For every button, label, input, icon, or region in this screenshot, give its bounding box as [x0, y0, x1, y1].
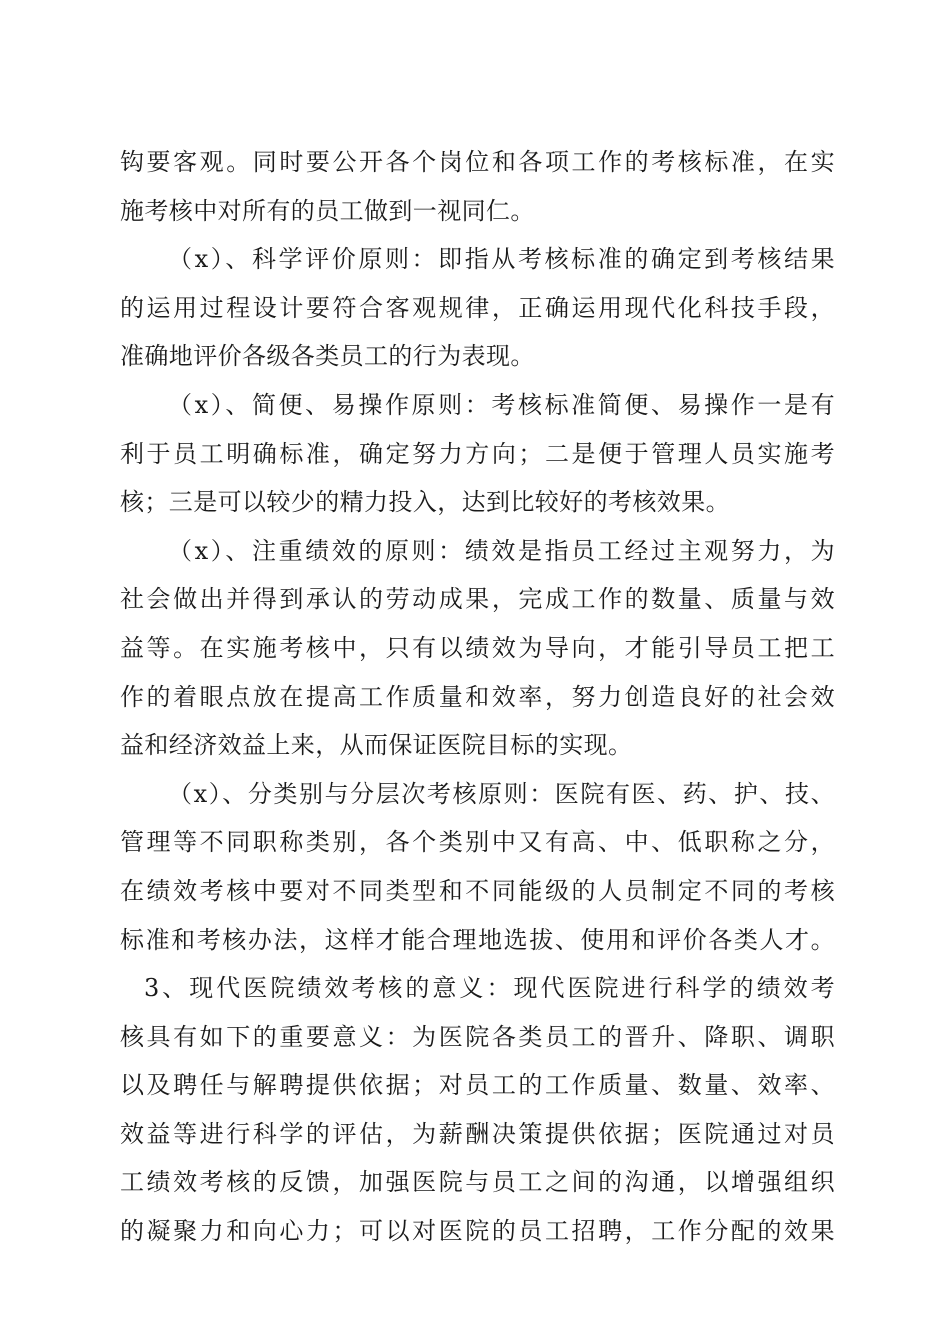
text-line: 管理等不同职称类别，各个类别中又有高、中、低职称之分，	[120, 828, 835, 857]
text-line: 利于员工明确标准，确定努力方向；二是便于管理人员实施考	[120, 439, 835, 468]
text-line: 的运用过程设计要符合客观规律，正确运用现代化科技手段，	[120, 293, 835, 322]
paragraph-first-line: 3、现代医院绩效考核的意义：现代医院进行科学的绩效考	[144, 974, 835, 1003]
text-line: 施考核中对所有的员工做到一视同仁。	[120, 196, 535, 225]
paragraph-first-line: （x）、简便、易操作原则：考核标准简便、易操作一是有	[168, 390, 835, 419]
text-line: 核；三是可以较少的精力投入，达到比较好的考核效果。	[120, 488, 730, 517]
text-line: 准确地评价各级各类员工的行为表现。	[120, 342, 535, 371]
text-line: 效益等进行科学的评估，为薪酬决策提供依据；医院通过对员	[120, 1119, 835, 1148]
paragraph-first-line: （x）、注重绩效的原则：绩效是指员工经过主观努力，为	[168, 536, 835, 565]
text-line: 标准和考核办法，这样才能合理地选拔、使用和评价各类人才。	[120, 925, 835, 954]
text-line: 在绩效考核中要对不同类型和不同能级的人员制定不同的考核	[120, 876, 835, 905]
text-line: 社会做出并得到承认的劳动成果，完成工作的数量、质量与效	[120, 585, 835, 614]
body-text	[120, 138, 835, 1256]
paragraph-first-line: （x）、科学评价原则：即指从考核标准的确定到考核结果	[168, 245, 835, 274]
text-line: 益和经济效益上来，从而保证医院目标的实现。	[120, 731, 633, 760]
text-line: 作的着眼点放在提高工作质量和效率，努力创造良好的社会效	[120, 682, 835, 711]
text-line: 益等。在实施考核中，只有以绩效为导向，才能引导员工把工	[120, 633, 835, 662]
paragraph-first-line: （x）、分类别与分层次考核原则：医院有医、药、护、技、	[168, 779, 835, 808]
text-line: 工绩效考核的反馈，加强医院与员工之间的沟通，以增强组织	[120, 1168, 835, 1197]
text-line: 钩要客观。同时要公开各个岗位和各项工作的考核标准，在实	[120, 148, 835, 176]
text-line: 的凝聚力和向心力；可以对医院的员工招聘，工作分配的效果	[120, 1217, 835, 1246]
text-line: 以及聘任与解聘提供依据；对员工的工作质量、数量、效率、	[120, 1071, 835, 1100]
text-line: 核具有如下的重要意义：为医院各类员工的晋升、降职、调职	[120, 1022, 835, 1051]
